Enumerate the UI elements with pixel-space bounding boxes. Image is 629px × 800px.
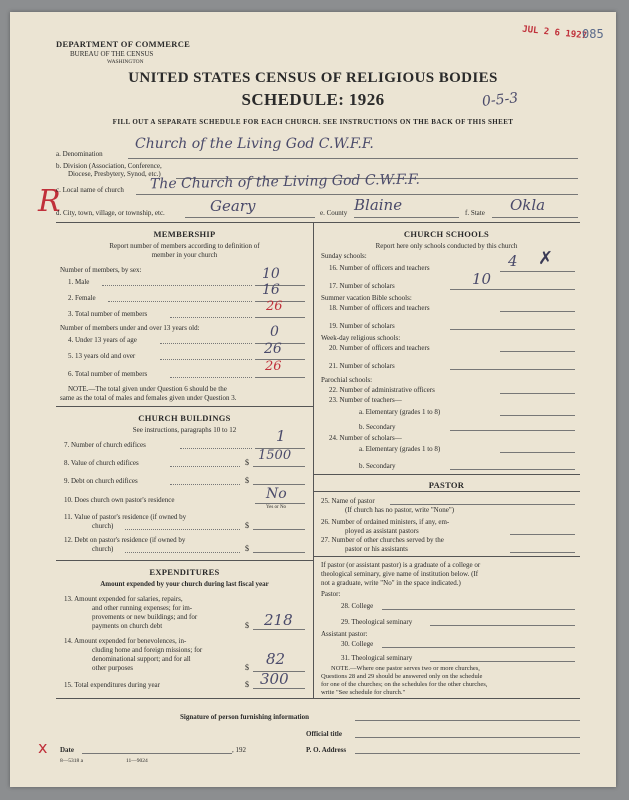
q5-label: 5. 13 years old and over — [68, 352, 136, 360]
red-x-mark: x — [38, 738, 48, 757]
margin-r-mark: R — [38, 184, 61, 219]
q24-label: 24. Number of scholars— — [329, 434, 402, 442]
assistant-pastor-subheading: Assistant pastor: — [321, 630, 368, 638]
q9-dollar: $ — [245, 476, 249, 485]
q10-value: No — [266, 486, 287, 502]
q14-label: 14. Amount expended for benevolences, in- — [64, 637, 187, 645]
department-name: DEPARTMENT OF COMMERCE — [56, 39, 191, 49]
membership-note-2: same as the total of males and females given under Question 3. — [60, 394, 237, 402]
q14-label-2: cluding home and foreign missions; for — [92, 646, 203, 654]
members-by-sex-label: Number of members, by sex: — [60, 266, 142, 274]
state-value: Okla — [510, 196, 546, 214]
q4-label: 4. Under 13 years of age — [68, 336, 137, 344]
q13-label-4: payments on church debt — [92, 622, 163, 630]
state-label: f. State — [465, 209, 485, 217]
signature-label: Signature of person furnishing information — [180, 713, 309, 721]
q12-label: 12. Debt on pastor's residence (if owned by — [64, 536, 186, 544]
q20-label: 20. Number of officers and teachers — [329, 344, 430, 352]
city-value: Geary — [210, 197, 256, 215]
q27-label-2: pastor or his assistants — [345, 545, 408, 553]
q2-value: 16 — [262, 282, 280, 298]
q17-value: 10 — [472, 270, 492, 288]
q31-label: 31. Theological seminary — [341, 654, 413, 662]
q18-label: 18. Number of officers and teachers — [329, 304, 430, 312]
date-label: Date — [60, 746, 74, 754]
q14-label-3: denominational support; and for all — [92, 655, 191, 663]
q7-value: 1 — [276, 427, 286, 445]
q15-value: 300 — [260, 670, 289, 688]
weekday-schools-label: Week-day religious schools: — [321, 334, 401, 342]
buildings-heading: CHURCH BUILDINGS — [138, 413, 231, 423]
denomination-label: a. Denomination — [56, 150, 103, 158]
buildings-intro: See instructions, paragraphs 10 to 12 — [132, 426, 237, 434]
members-under-over-label: Number of members under and over 13 years old: — [60, 324, 200, 332]
q14-dollar: $ — [245, 663, 249, 672]
stamp-number: 085 — [582, 27, 604, 41]
city-label: d. City, town, village, or township, etc. — [56, 209, 165, 217]
pastor-note-2: Questions 28 and 29 should be answered only on the schedule — [321, 673, 483, 680]
q16-label: 16. Number of officers and teachers — [329, 264, 430, 272]
q14-value: 82 — [266, 650, 286, 668]
q14-label-4: other purposes — [92, 664, 134, 672]
po-address-label: P. O. Address — [306, 746, 347, 754]
q11-label-2: church) — [92, 522, 114, 530]
q1-label: 1. Male — [68, 278, 90, 286]
q29-label: 29. Theological seminary — [341, 618, 413, 626]
membership-intro-1: Report number of members according to definition of — [109, 242, 260, 250]
membership-note-1: NOTE.—The total given under Question 6 should be the — [68, 385, 227, 393]
q26-label-2: ployed as assistant pastors — [345, 527, 419, 535]
official-title-label: Official title — [306, 730, 342, 738]
q15-dollar: $ — [245, 680, 249, 689]
year-label: , 192 — [232, 746, 246, 754]
county-label: e. County — [320, 209, 348, 217]
q4-value: 0 — [270, 324, 279, 340]
q22-label: 22. Number of administrative officers — [329, 386, 435, 394]
county-value: Blaine — [354, 196, 403, 214]
q11-dollar: $ — [245, 521, 249, 530]
yes-no-hint: Yes or No — [266, 505, 287, 510]
q16-value: 4 — [508, 252, 518, 270]
city-name: WASHINGTON — [107, 59, 144, 65]
q12-label-2: church) — [92, 545, 114, 553]
q13-label: 13. Amount expended for salaries, repairs, — [64, 595, 183, 603]
sunday-schools-label: Sunday schools: — [321, 252, 367, 260]
q16-strike-mark: ✗ — [538, 248, 554, 268]
q24b-label: b. Secondary — [359, 462, 396, 470]
graduate-note-2: theological seminary, give name of institution below. (If — [321, 570, 479, 578]
q10-label: 10. Does church own pastor's residence — [64, 496, 175, 504]
q8-dollar: $ — [245, 458, 249, 467]
membership-heading: MEMBERSHIP — [153, 229, 216, 239]
q13-dollar: $ — [245, 621, 249, 630]
q3-label: 3. Total number of members — [68, 310, 148, 318]
general-instruction: FILL OUT A SEPARATE SCHEDULE FOR EACH CHURCH. SEE INSTRUCTIONS ON THE BACK OF THIS SHEET — [112, 118, 514, 126]
local-name-value: The Church of the Living God C.W.F.F. — [149, 171, 421, 193]
q15-label: 15. Total expenditures during year — [64, 681, 160, 689]
q17-label: 17. Number of scholars — [329, 282, 395, 290]
schools-intro: Report here only schools conducted by this church — [375, 242, 518, 250]
q24a-label: a. Elementary (grades 1 to 8) — [359, 445, 441, 453]
print-number: 11—9024 — [126, 758, 148, 764]
q23-label: 23. Number of teachers— — [329, 396, 402, 404]
parochial-schools-label: Parochial schools: — [321, 376, 373, 384]
q2-label: 2. Female — [68, 294, 96, 302]
q11-label: 11. Value of pastor's residence (if owned by — [64, 513, 187, 521]
q27-label: 27. Number of other churches served by the — [321, 536, 444, 544]
division-label-2: Diocese, Presbytery, Synod, etc.) — [68, 170, 161, 178]
q8-label: 8. Value of church edifices — [64, 459, 139, 467]
pastor-note-4: write "See schedule for church." — [321, 689, 406, 696]
pastor-heading: PASTOR — [428, 480, 465, 490]
pastor-note-1: NOTE.—Where one pastor serves two or more churches, — [331, 665, 480, 672]
q21-label: 21. Number of scholars — [329, 362, 395, 370]
membership-intro-2: member in your church — [151, 251, 218, 259]
local-name-label: c. Local name of church — [56, 186, 124, 194]
q23a-label: a. Elementary (grades 1 to 8) — [359, 408, 441, 416]
q23b-label: b. Secondary — [359, 423, 396, 431]
q5-value: 26 — [264, 341, 282, 357]
census-form-sheet — [10, 12, 616, 787]
q13-label-3: provements or new buildings; and for — [92, 613, 198, 621]
q7-label: 7. Number of church edifices — [64, 441, 146, 449]
denomination-value: Church of the Living God C.W.F.F. — [135, 136, 374, 152]
pastor-note-3: for one of the churches; on the schedules for the other churches, — [321, 681, 488, 688]
bureau-name: BUREAU OF THE CENSUS — [70, 50, 154, 58]
q28-label: 28. College — [341, 602, 374, 610]
graduate-note-3: not a graduate, write "No" in the space indicated.) — [321, 579, 461, 587]
q12-dollar: $ — [245, 544, 249, 553]
form-number: 8—5318 a — [60, 758, 84, 764]
handwritten-code: 0-5-3 — [481, 90, 519, 110]
q19-label: 19. Number of scholars — [329, 322, 395, 330]
expenditures-heading: EXPENDITURES — [149, 567, 220, 577]
q8-value: 1500 — [258, 448, 292, 463]
q13-value: 218 — [264, 611, 293, 629]
summer-schools-label: Summer vacation Bible schools: — [321, 294, 412, 302]
schools-heading: CHURCH SCHOOLS — [403, 229, 490, 239]
graduate-note-1: If pastor (or assistant pastor) is a graduate of a college or — [321, 561, 481, 569]
q1-value: 10 — [262, 266, 280, 282]
q25-label: 25. Name of pastor — [321, 497, 375, 505]
q6-value: 26 — [265, 359, 282, 374]
q9-label: 9. Debt on church edifices — [64, 477, 138, 485]
q13-label-2: and other running expenses; for im- — [92, 604, 193, 612]
expenditures-intro: Amount expended by your church during last fiscal year — [100, 580, 269, 588]
q25-note: (If church has no pastor, write "None") — [345, 506, 455, 514]
form-title: UNITED STATES CENSUS OF RELIGIOUS BODIES — [128, 70, 498, 86]
q26-label: 26. Number of ordained ministers, if any, em- — [321, 518, 450, 526]
division-label: b. Division (Association, Conference, — [56, 162, 162, 170]
schedule-title: SCHEDULE: 1926 — [241, 90, 385, 109]
pastor-subheading: Pastor: — [321, 590, 341, 598]
q3-value: 26 — [266, 299, 283, 314]
q30-label: 30. College — [341, 640, 374, 648]
q6-label: 6. Total number of members — [68, 370, 148, 378]
received-date-stamp: JUL 2 6 1927 — [521, 24, 588, 42]
